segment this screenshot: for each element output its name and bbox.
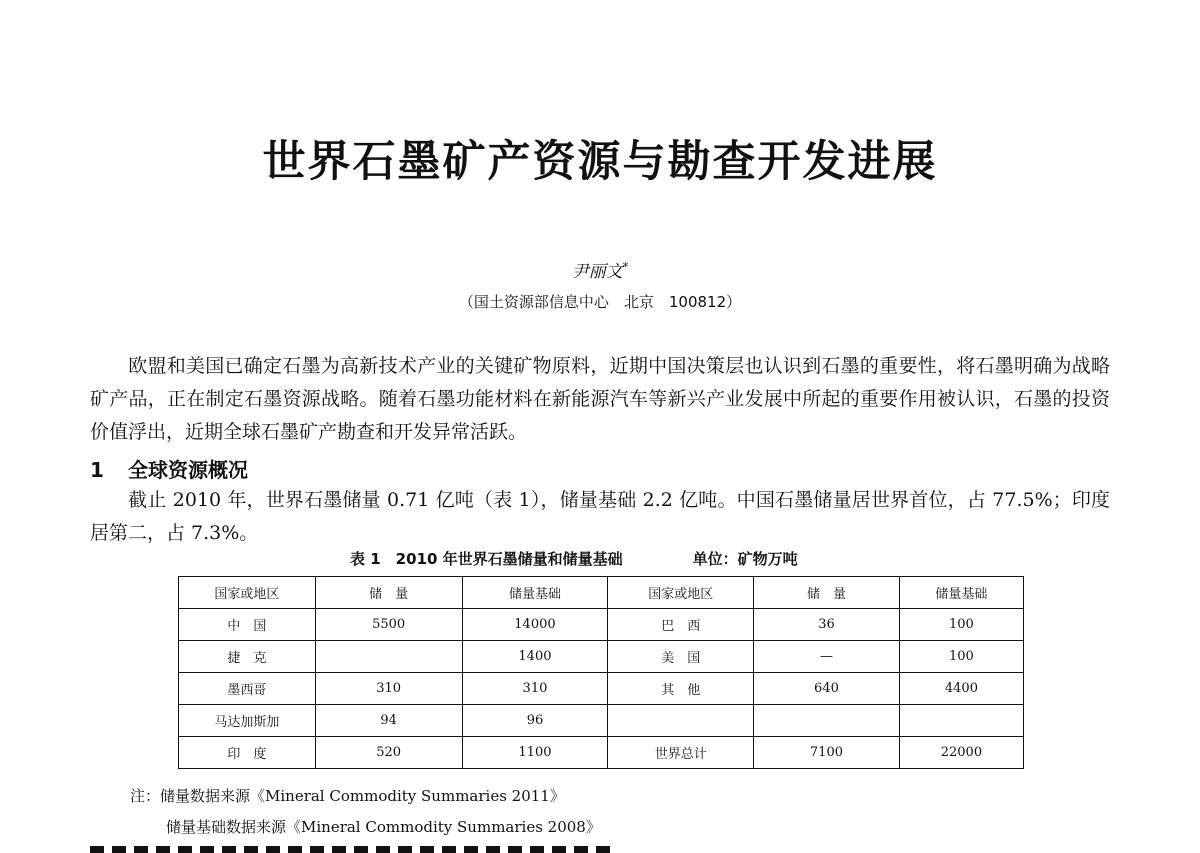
author-footnote-mark: *	[622, 260, 629, 274]
table-cell	[754, 705, 900, 737]
section1-text: 截止 2010 年，世界石墨储量 0.71 亿吨（表 1），储量基础 2.2 亿吨。中国石墨储量居世界首位，占 77.5%；印度居第二，占 7.3%。	[90, 489, 1110, 544]
table-caption	[350, 548, 798, 569]
table-cell: 巴 西	[608, 609, 754, 641]
table-cell: 310	[462, 673, 608, 705]
table-cell: 中 国	[179, 609, 316, 641]
table-cell: 其 他	[608, 673, 754, 705]
table-header-cell: 国家或地区	[608, 577, 754, 609]
table-cell	[899, 705, 1023, 737]
table-cell: 22000	[899, 737, 1023, 769]
table-cell: 7100	[754, 737, 900, 769]
table-row	[179, 609, 1024, 641]
table-header-row	[179, 577, 1024, 609]
table-cell: 14000	[462, 609, 608, 641]
table-row	[179, 641, 1024, 673]
section-title: 全球资源概况	[128, 458, 248, 482]
paper-title: 世界石墨矿产资源与勘查开发进展	[262, 137, 938, 187]
table-cell: 310	[315, 673, 462, 705]
author-name: 尹丽文	[571, 262, 623, 282]
table-cell: 1100	[462, 737, 608, 769]
table-cell: 4400	[899, 673, 1023, 705]
table-header-cell: 国家或地区	[179, 577, 316, 609]
table-cell: 印 度	[179, 737, 316, 769]
table-header-cell: 储量基础	[462, 577, 608, 609]
table-cell: 36	[754, 609, 900, 641]
affiliation: （国土资源部信息中心 北京 100812）	[458, 293, 742, 311]
author-line	[0, 257, 1200, 282]
intro-paragraph	[90, 350, 1110, 449]
table-cell: 美 国	[608, 641, 754, 673]
table-cell: 100	[899, 609, 1023, 641]
table-header-cell: 储 量	[315, 577, 462, 609]
table-cell: 96	[462, 705, 608, 737]
table-header-cell: 储 量	[754, 577, 900, 609]
table-cell: 马达加斯加	[179, 705, 316, 737]
next-section-heading-cropped	[90, 842, 610, 853]
section1-paragraph	[90, 484, 1110, 550]
table-cell: 捷 克	[179, 641, 316, 673]
table-caption-text: 表 1 2010 年世界石墨储量和储量基础	[350, 550, 623, 568]
note-reserves-source: 注：储量数据来源《Mineral Commodity Summaries 2011》	[130, 787, 565, 805]
reserves-table-body	[179, 577, 1024, 769]
table-cell: 世界总计	[608, 737, 754, 769]
table-cell: 5500	[315, 609, 462, 641]
table-cell: 墨西哥	[179, 673, 316, 705]
table-header-cell: 储量基础	[899, 577, 1023, 609]
table-unit: 单位：矿物万吨	[692, 550, 798, 568]
intro-text: 欧盟和美国已确定石墨为高新技术产业的关键矿物原料，近期中国决策层也认识到石墨的重要性，将石墨明确为战略矿产品，正在制定石墨资源战略。随着石墨功能材料在新能源汽车等新兴产业发展中所起的重要作用被认识，石墨的投资价值浮出，近期全球石墨矿产勘查和开发异常活跃。	[90, 355, 1110, 443]
table-row	[179, 673, 1024, 705]
table-cell	[315, 641, 462, 673]
table-cell: 100	[899, 641, 1023, 673]
table-cell	[608, 705, 754, 737]
table-row	[179, 705, 1024, 737]
section-heading-1	[90, 454, 248, 483]
table-cell: 640	[754, 673, 900, 705]
section-number: 1	[90, 458, 104, 482]
table-cell: 1400	[462, 641, 608, 673]
reserves-table	[178, 576, 1024, 769]
table-cell: 94	[315, 705, 462, 737]
table-cell: —	[754, 641, 900, 673]
table-row	[179, 737, 1024, 769]
table-cell: 520	[315, 737, 462, 769]
note-reserve-base-source: 储量基础数据来源《Mineral Commodity Summaries 2008》	[166, 818, 601, 836]
